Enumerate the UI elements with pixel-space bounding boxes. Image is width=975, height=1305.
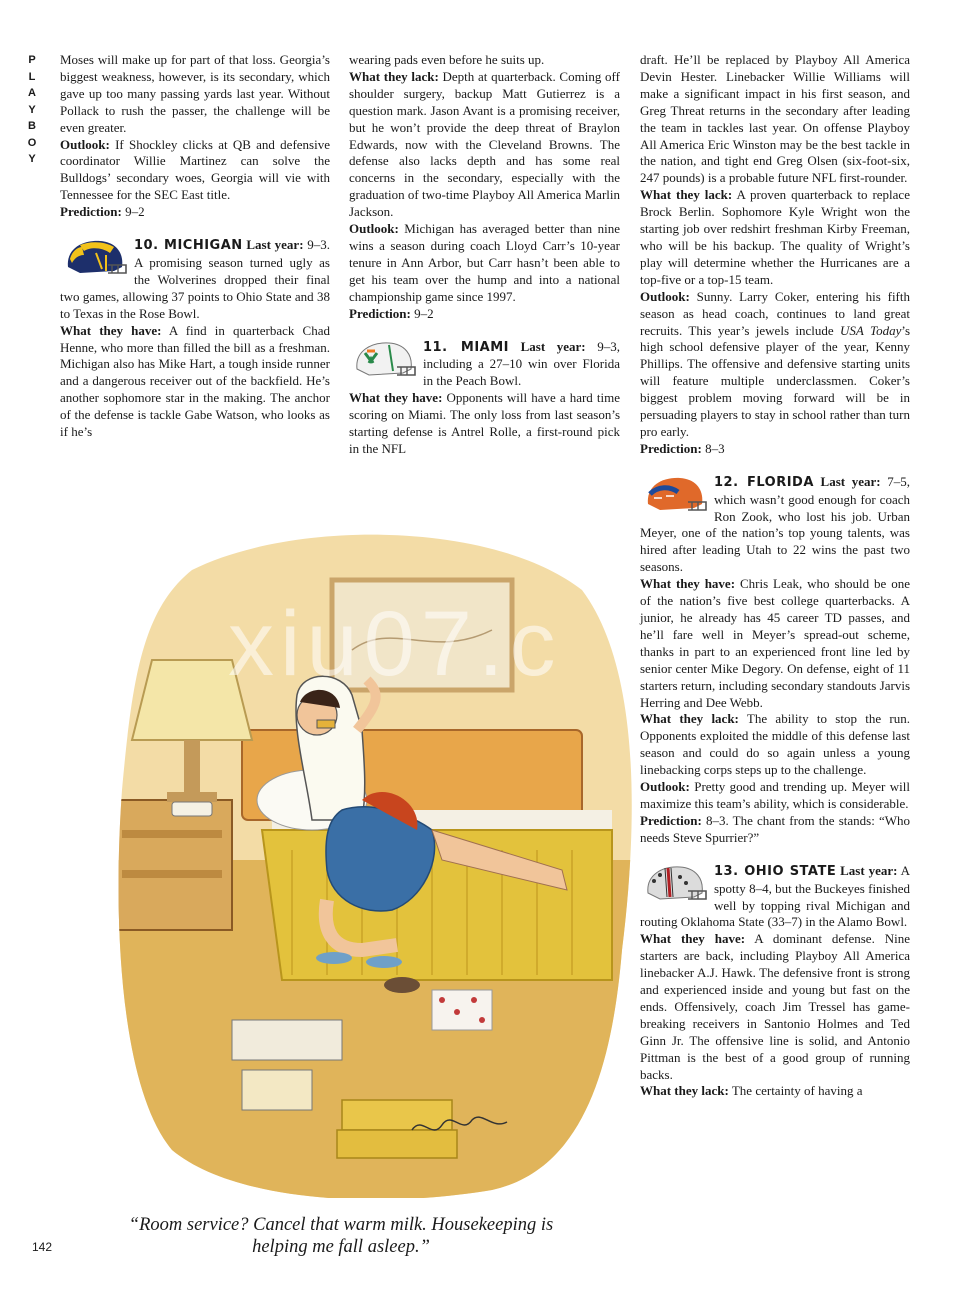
publication-name: USA Today — [840, 322, 902, 338]
paragraph — [640, 931, 910, 1083]
body-text: draft. He’ll be replaced by Playboy All America Devin Hester. Linebacker Willie Williams will make a significant impact in his first season, and Greg Threat returns in the secondary after leading the team in tackles last year. On offense Playboy All America Eric Winston may be the best tackle in the nation, and tight end Greg Olsen (six-foot-six, 247 pounds) is a probable future NFL first-rounder. — [640, 52, 910, 186]
have-label: What they have: — [60, 322, 162, 338]
body-text: Sunny. Larry Coker, entering his fifth season as head coach, continues to land great recruits. This year’s jewels include — [640, 288, 910, 338]
have-label: What they have: — [640, 931, 746, 947]
column-1 — [60, 52, 330, 441]
body-text: 9–2 — [410, 305, 434, 321]
florida-section — [640, 474, 910, 847]
paragraph — [349, 306, 620, 323]
prediction-label: Prediction: — [640, 440, 702, 456]
outlook-label: Outlook: — [640, 779, 690, 795]
team-heading: 12. FLORIDA — [714, 474, 814, 490]
paragraph — [640, 441, 910, 458]
page-number: 142 — [32, 1240, 53, 1254]
body-text: 8–3 — [701, 440, 725, 456]
paragraph — [640, 1083, 910, 1100]
lack-label: What they lack: — [640, 1083, 729, 1099]
team-heading: 11. MIAMI — [423, 339, 510, 355]
body-text: A dominant defense. Nine starters are back, including Playboy All America linebacker A.J. Hawk. The defensive front is strong and experienced inside and young but fast on the ends. Offensively, coach Jim Tressel has game-breaking receivers in Santonio Holmes and Ted Ginn Jr. The offensive line is solid, and Antonio Pittman is the best of a good group of running backs. — [640, 931, 911, 1082]
lack-label: What they lack: — [640, 187, 733, 203]
column-3 — [640, 52, 910, 1100]
telephone — [172, 802, 212, 816]
label-letter: L — [28, 70, 36, 83]
body-text: Michigan has averaged better than nine wins a season during coach Lloyd Carr’s 10-year tenure in Ann Arbor, but Carr hasn’t been able to get his team over the hump and into a national championship game since 1997. — [349, 221, 620, 304]
bedspread — [262, 830, 612, 980]
have-label: What they have: — [640, 576, 736, 592]
label-letter: B — [28, 120, 36, 132]
label-letter: A — [28, 87, 36, 99]
paragraph — [349, 390, 620, 458]
body-text: Chris Leak, who should be one of the nation’s five best college quarterbacks. A junior, he already has 45 career TD passes, and he’ll fare well in Meyer’s spread-out scheme, thanks in part to an experienced front line led by senior center Mike Degory. On defense, eight of 11 starters return, including secondary standouts Jarvis Herring and Dee Webb. — [640, 576, 910, 710]
body-text: 8–3. The chant from the stands: “Who needs Steve Spurrier?” — [640, 812, 910, 845]
paragraph — [60, 52, 330, 137]
cartoon-caption: “Room service? Cancel that warm milk. Housekeeping is helping me fall asleep.” — [128, 1215, 554, 1257]
body-text: A find in quarterback Chad Henne, who more than filled the bill as a freshman. Michigan also has Mike Hart, a tough inside runner and a dangerous receiver out of the backfield. He’s another sophomore star in the making. The anchor of the defense is tackle Gabe Watson, who looks as if he’s — [60, 322, 330, 440]
lack-label: What they lack: — [349, 68, 439, 84]
team-heading: 13. OHIO STATE — [714, 863, 837, 879]
last-year-label: Last year: — [836, 862, 898, 878]
team-heading: 10. MICHIGAN — [134, 238, 243, 254]
paragraph — [60, 137, 330, 205]
label-letter: Y — [28, 153, 36, 165]
last-year-label: Last year: — [242, 237, 304, 253]
miami-helmet-icon — [349, 339, 417, 385]
outlook-label: Outlook: — [349, 221, 399, 237]
paragraph — [640, 187, 910, 288]
ohio-state-helmet-icon — [640, 863, 708, 909]
paragraph — [640, 711, 910, 779]
body-text: wearing pads even before he suits up. — [349, 52, 545, 67]
michigan-helmet-icon — [60, 237, 128, 283]
paragraph — [349, 221, 620, 306]
body-text: Depth at quarterback. Coming off shoulder surgery, backup Matt Gutierrez is a question mark. Jason Avant is a promising receiver, but he won’t provide the deep threat of Braylon Edwards, now with the Cleveland Browns. The defense also lacks depth and has some real concerns in the secondary, especially with the graduation of two-time Playboy All America Marlin Jackson. — [349, 68, 620, 220]
body-text: ’s high school defensive player of the year, Kenny Phillips. The offensive and defensive starting units will feature multiple underclassmen. Coker’s biggest problem moving forward will be in persuading players to stay in school rather than turn pro early. — [640, 322, 911, 439]
folded-towels — [342, 1100, 452, 1130]
label-letter: Y — [28, 103, 36, 116]
paragraph — [349, 69, 620, 221]
body-text: 7–5, which wasn’t good enough for coach Ron Zook, who lost his job. Urban Meyer, one of the nation’s top young talents, was hired after leading Utah to 22 wins the past two seasons. — [640, 473, 910, 575]
outlook-label: Outlook: — [640, 288, 690, 304]
paragraph — [640, 52, 910, 187]
outlook-label: Outlook: — [60, 136, 110, 152]
boxer-shorts — [432, 990, 492, 1030]
body-text: 9–2 — [121, 204, 145, 220]
body-text: 9–3. A promising season turned ugly as the Wolverines dropped their final two games, allowing 37 points to Ohio State and 38 to Texas in the Rose Bowl. — [60, 237, 330, 321]
body-text: Opponents will have a hard time scoring on Miami. The only loss from last season’s starting defense is Antrel Rolle, a first-round pick in the NFL — [349, 390, 621, 456]
paragraph — [349, 52, 620, 69]
body-text: The certainty of having a — [728, 1083, 863, 1099]
last-year-label: Last year: — [509, 338, 586, 354]
room-service-menu — [232, 1020, 342, 1060]
body-text: If Shockley clicks at QB and defensive coordinator Willie Martinez can solve the Bulldogs’ secondary woes, Georgia will vie with Tennessee for the SEC East title. — [60, 136, 330, 203]
body-text: Pretty good and trending up. Meyer will maximize this team’s ability, which is considerable. — [640, 779, 910, 811]
paragraph — [60, 204, 330, 221]
paragraph — [640, 576, 910, 711]
miami-section — [349, 339, 620, 458]
last-year-label: Last year: — [813, 473, 881, 489]
body-text: 9–3, including a 27–10 win over Florida in the Peach Bowl. — [423, 338, 620, 389]
paragraph — [640, 289, 910, 441]
prediction-label: Prediction: — [640, 812, 702, 828]
prediction-label: Prediction: — [349, 305, 411, 321]
column-2 — [349, 52, 620, 458]
paragraph — [60, 323, 330, 441]
florida-helmet-icon — [640, 474, 708, 520]
michigan-section — [60, 237, 330, 441]
magazine-label — [22, 52, 42, 168]
watermark: xiu07.c — [228, 593, 562, 695]
body-text: A spotty 8–4, but the Buckeyes finished well by topping rival Michigan and routing Oklahoma State (33–7) in the Alamo Bowl. — [640, 862, 911, 930]
ohio-state-section — [640, 863, 910, 1101]
paragraph — [640, 813, 910, 847]
lack-label: What they lack: — [640, 711, 739, 727]
label-letter: O — [27, 136, 37, 149]
body-text: Moses will make up for part of that loss. Georgia’s biggest weakness, however, is its secondary, which gave up too many passing yards last year. Without Pollack to rush the passer, the challenge will be even greater. — [60, 52, 330, 135]
body-text: A proven quarterback to replace Brock Berlin. Sophomore Kyle Wright won the starting job over redshirt freshman Kirby Freeman, who will be his backup. The quality of Wright’s play will determine whether the Hurricanes are a top-five or a top-15 team. — [640, 187, 910, 287]
label-letter: P — [28, 54, 36, 66]
prediction-label: Prediction: — [60, 204, 122, 220]
body-text: The ability to stop the run. Opponents exploited the middle of this defense last season and could do so again unless a young linebacking corps steps up to the challenge. — [640, 711, 910, 778]
nightstand — [112, 800, 232, 930]
paragraph — [640, 779, 910, 813]
have-label: What they have: — [349, 390, 443, 406]
